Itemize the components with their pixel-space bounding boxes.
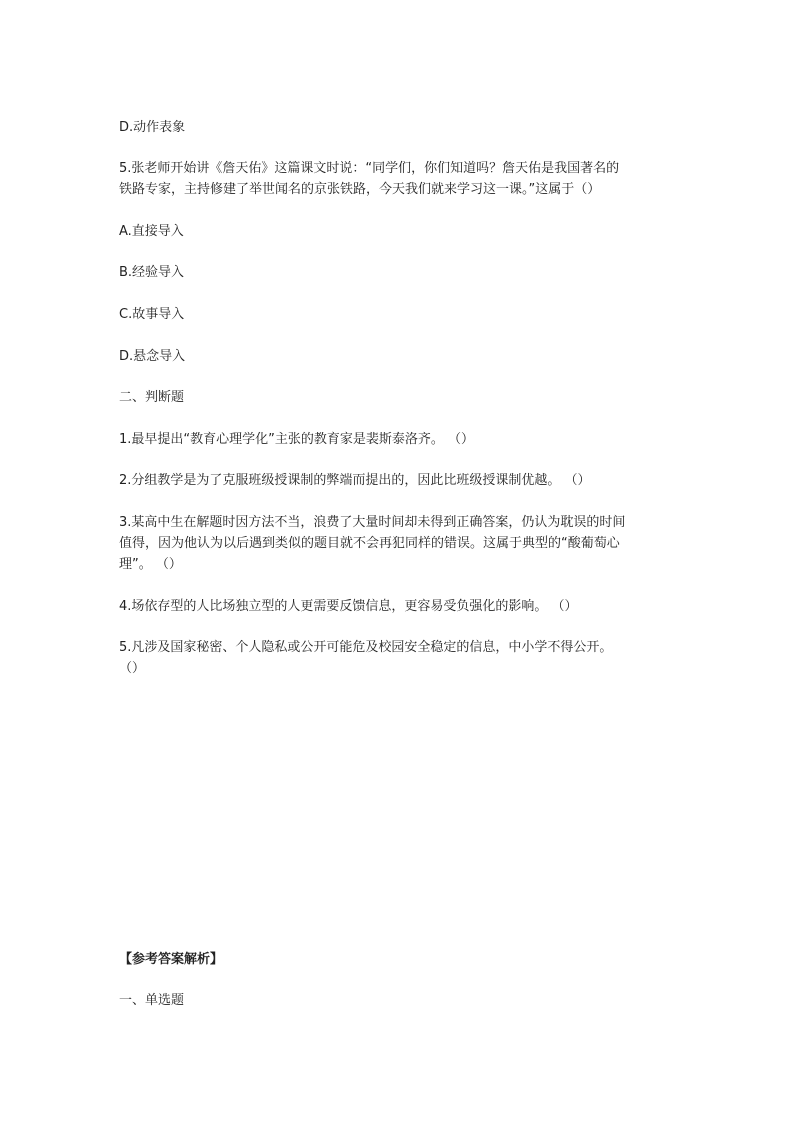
tf-question-1: 1.最早提出“教育心理学化”主张的教育家是裴斯泰洛齐。 （） [119,432,475,447]
section-heading-single-choice: 一、单选题 [119,993,185,1008]
question-5-line-1: 5.张老师开始讲《詹天佑》这篇课文时说：“同学们，你们知道吗？詹天佑是我国著名的 [119,161,620,176]
option-d-q4: D.动作表象 [119,120,186,135]
option-a: A.直接导入 [119,224,184,239]
tf-question-2: 2.分组教学是为了克服班级授课制的弊端而提出的，因此比班级授课制优越。 （） [119,473,591,488]
option-b: B.经验导入 [119,265,185,280]
tf-question-3-line-1: 3.某高中生在解题时因方法不当，浪费了大量时间却未得到正确答案，仍认为耽误的时间 [119,515,626,530]
tf-question-4: 4.场依存型的人比场独立型的人更需要反馈信息，更容易受负强化的影响。 （） [119,599,578,614]
option-c: C.故事导入 [119,307,185,322]
tf-question-5-line-2: （） [119,661,146,676]
section-heading-true-false: 二、判断题 [119,390,185,405]
tf-question-3-line-2: 值得，因为他认为以后遇到类似的题目就不会再犯同样的错误。这属于典型的“酸葡萄心 [119,536,620,551]
question-5-line-2: 铁路专家，主持修建了举世闻名的京张铁路，今天我们就来学习这一课。”这属于（） [119,182,601,197]
tf-question-3-line-3: 理”。 （） [119,557,182,572]
option-d: D.悬念导入 [119,349,186,364]
tf-question-5-line-1: 5.凡涉及国家秘密、个人隐私或公开可能危及校园安全稳定的信息，中小学不得公开。 [119,640,613,655]
answer-section-heading: 【参考答案解析】 [119,952,224,967]
